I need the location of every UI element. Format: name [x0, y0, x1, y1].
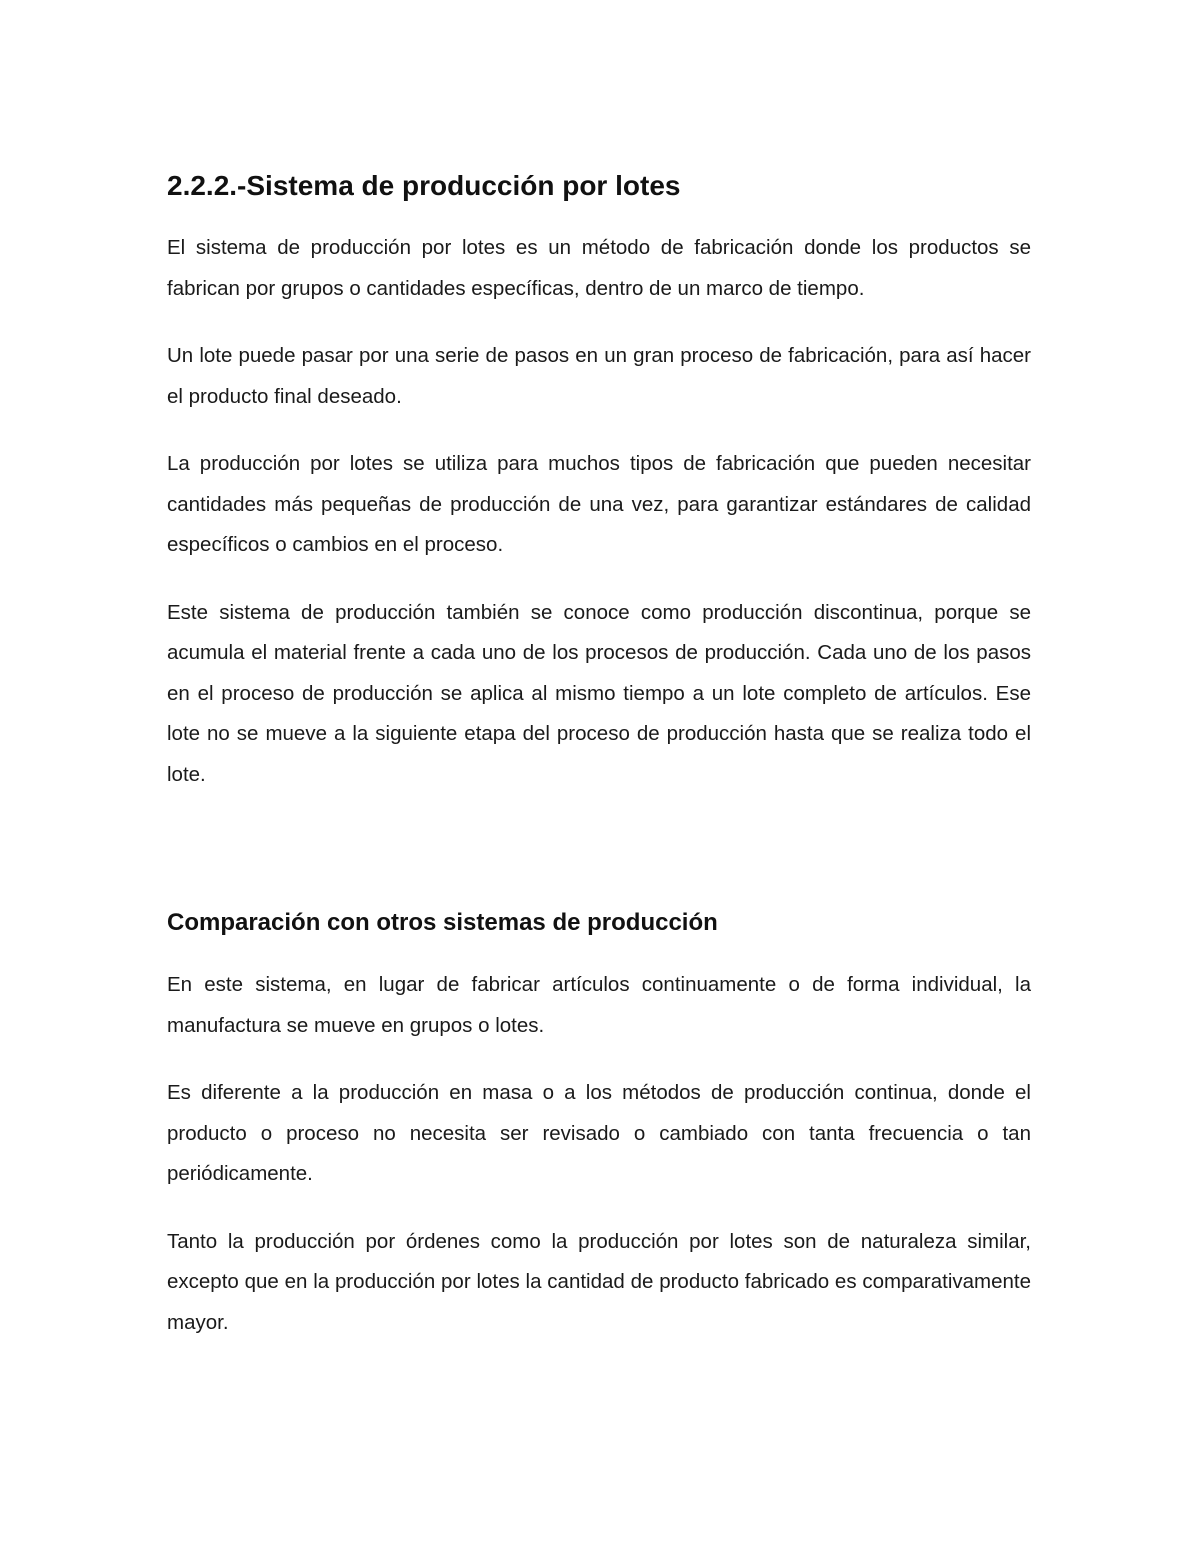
paragraph-ordenes: Tanto la producción por órdenes como la producción por lotes son de naturaleza similar, excepto que en la producción por lotes la cantidad de producto fabricado es comparativamente mayor.	[167, 1229, 1031, 1334]
paragraph-uso: La producción por lotes se utiliza para muchos tipos de fabricación que pueden necesitar cantidades más pequeñas de producción de una vez, para garantizar estándares de calidad específicos o cambios en el proceso.	[167, 452, 1031, 556]
subsection-title: Comparación con otros sistemas de producción	[167, 909, 718, 936]
section-title: 2.2.2.-Sistema de producción por lotes	[167, 170, 681, 201]
paragraph-discontinua: Este sistema de producción también se conoce como producción discontinua, porque se acumula el material frente a cada uno de los procesos de producción. Cada uno de los pasos en el proceso de producción se aplica al mismo tiempo a un lote completo de artículos. Ese lote no se mueve a la siguiente etapa del proceso de producción hasta que se realiza todo el lote.	[167, 600, 1031, 786]
paragraph-lote-pasos: Un lote puede pasar por una serie de pasos en un gran proceso de fabricación, para así hacer el producto final deseado.	[167, 344, 1031, 408]
paragraph-masa: Es diferente a la producción en masa o a los métodos de producción continua, donde el producto o proceso no necesita ser revisado o cambiado con tanta frecuencia o tan periódicamente.	[167, 1081, 1031, 1185]
paragraph-definition: El sistema de producción por lotes es un método de fabricación donde los productos se fabrican por grupos o cantidades específicas, dentro de un marco de tiempo.	[167, 236, 1031, 300]
paragraph-grupos: En este sistema, en lugar de fabricar artículos continuamente o de forma individual, la manufactura se mueve en grupos o lotes.	[167, 973, 1031, 1037]
document-page	[167, 160, 1031, 1370]
